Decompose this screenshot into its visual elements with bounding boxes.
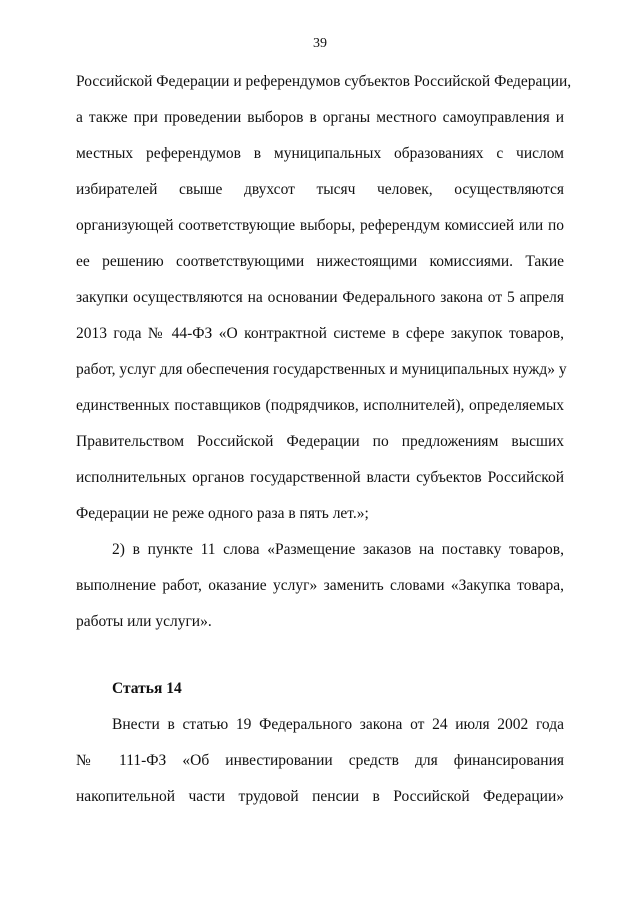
text-line: ее решению соответствующими нижестоящими комиссиями. Такие [76,253,564,270]
text-line: организующей соответствующие выборы, референдум комиссией или по [76,217,564,234]
text-line: Федерации не реже одного раза в пять лет.»; [76,505,369,522]
text-line: 2) в пункте 11 слова «Размещение заказов на поставку товаров, [112,541,564,558]
text-line: № 111-ФЗ «Об инвестировании средств для финансирования [76,752,564,769]
text-line: 2013 года № 44-ФЗ «О контрактной системе в сфере закупок товаров, [76,325,564,342]
text-line: работ, услуг для обеспечения государственных и муниципальных нужд» у [76,361,567,378]
text-line: Правительством Российской Федерации по предложениям высших [76,433,564,450]
article-heading: Статья 14 [112,680,182,697]
text-line: единственных поставщиков (подрядчиков, исполнителей), определяемых [76,397,564,414]
text-line: накопительной части трудовой пенсии в Российской Федерации» [76,788,564,805]
text-line: избирателей свыше двухсот тысяч человек, осуществляются [76,181,564,198]
text-line: исполнительных органов государственной власти субъектов Российской [76,469,564,486]
text-line: Российской Федерации и референдумов субъектов Российской Федерации, [76,73,572,90]
text-line: Внести в статью 19 Федерального закона от 24 июля 2002 года [112,716,564,733]
text-line: выполнение работ, оказание услуг» заменить словами «Закупка товара, [76,577,564,594]
text-line: а также при проведении выборов в органы местного самоуправления и [76,109,564,126]
text-line: местных референдумов в муниципальных образованиях с числом [76,145,564,162]
text-line: закупки осуществляются на основании Федерального закона от 5 апреля [76,289,564,306]
text-line: работы или услуги». [76,613,212,630]
page-number: 39 [313,36,327,51]
